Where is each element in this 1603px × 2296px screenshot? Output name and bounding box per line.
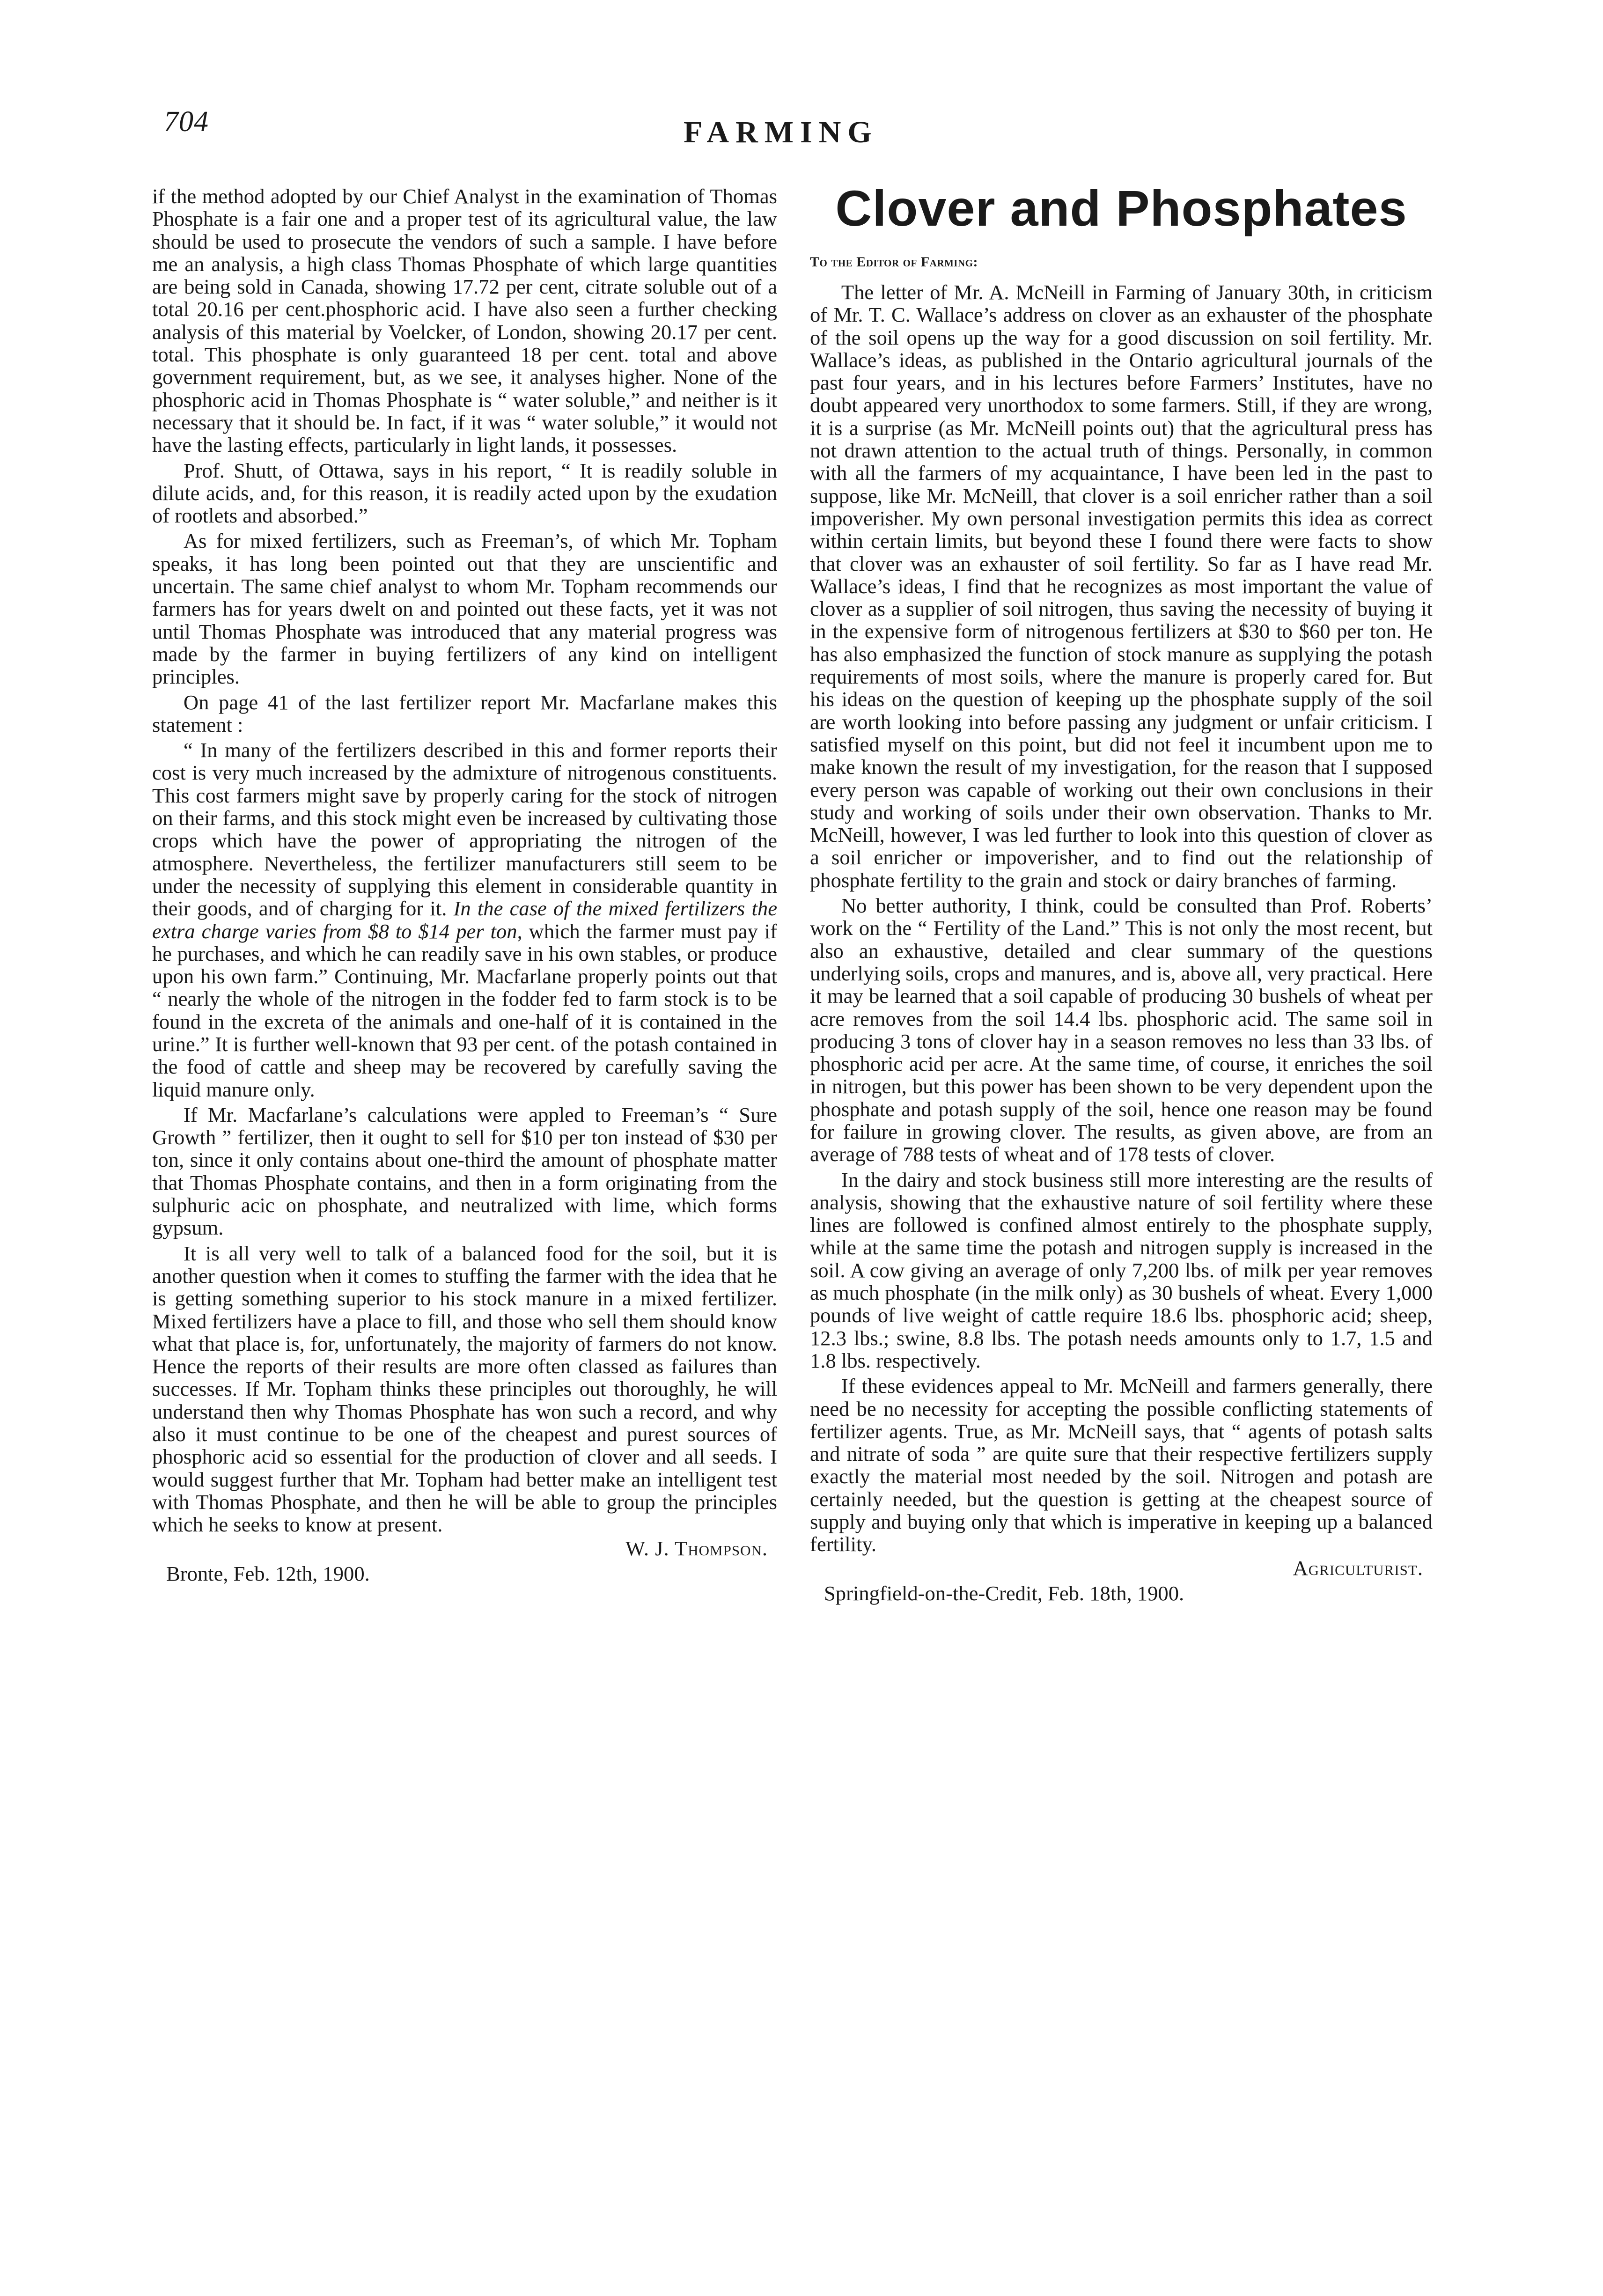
dateline: Bronte, Feb. 12th, 1900. bbox=[166, 1561, 370, 1585]
dateline: Springfield-on-the-Credit, Feb. 18th, 1900. bbox=[824, 1581, 1184, 1605]
signature: Agriculturist. bbox=[1293, 1556, 1423, 1580]
quote-text-continued: which the farmer must pay if he purchases, and which he can readily save in his own stables, or produce upon his own farm.” Continuing, Mr. Macfarlane properly points out that “ nearly the whole of the nitrogen in the fodder fed to farm stock is to be found in the excreta of the animals and one-half of it is contained in the urine.” It is further well-known that 93 per cent. of the potash contained in the food of cattle and sheep may be recovered by carefully saving the liquid manure only. bbox=[152, 919, 777, 1101]
quote-text: “ In many of the fertilizers described in this and former reports their cost is very much increased by the admixture of nitrogenous constituents. This cost farmers might save by properly caring for the stock of nitrogen on their farms, and this stock might even be increased by cultivating those crops which have the power of appropriating the nitrogen of the atmosphere. Nevertheless, the fertilizer manufacturers still seem to be under the necessity of supplying this element in considerable quantity in their goods, and of charging for it. bbox=[152, 738, 777, 920]
paragraph: If Mr. Macfarlane’s calculations were appled to Freeman’s “ Sure Growth ” fertilizer, then it ought to sell for $10 per ton instead of $30 per ton, since it only contains about one-third the amount of phosphate matter that Thomas Phosphate contains, and then in a form originating from the sulphuric acic on phosphate, and neutralized with lime, which forms gypsum. bbox=[152, 1103, 777, 1240]
paragraph: if the method adopted by our Chief Analyst in the examination of Thomas Phosphate is a fair one and a proper test of its agricultural value, the law should be used to prosecute the vendors of such a sample. I have before me an analysis, a high class Thomas Phosphate of which large quantities are being sold in Canada, showing 17.72 per cent, citrate soluble out of a total 20.16 per cent.phosphoric acid. I have also seen a further checking analysis of this material by Voelcker, of London, showing 20.17 per cent. total. This phosphate is only guaranteed 18 per cent. total and above government requirement, but, as we see, it analyses higher. None of the phosphoric acid in Thomas Phosphate is “ water soluble,” and neither is it necessary that it should be. In fact, if it was “ water soluble,” it would not have the lasting effects, particularly in light lands, it possesses. bbox=[152, 184, 777, 457]
page-number: 704 bbox=[164, 106, 209, 138]
paragraph: The letter of Mr. A. McNeill in Farming of January 30th, in criticism of Mr. T. C. Wallace’s address on clover as an exhauster of the phosphate of the soil opens up the way for a good discussion on soil fertility. Mr. Wallace’s ideas, as published in the Ontario agricultural journals of the past four years, and in his lectures before Farmers’ Institutes, have no doubt appeared very unorthodox to some farmers. Still, if they are wrong, it is a surprise (as Mr. McNeill points out) that the agricultural press has not drawn attention to the actual truth of things. Personally, in common with all the farmers of my acquaintance, I have been led in the past to suppose, like Mr. McNeill, that clover is a soil enricher rather than a soil impoverisher. My own personal investigation permits this idea as correct within certain limits, but beyond these I found there were facts to show that clover was an exhauster of soil fertility. So far as I have read Mr. Wallace’s ideas, I find that he recognizes as most important the value of clover as a supplier of soil nitrogen, thus saving the necessity of buying it in the expensive form of nitrogenous fertilizers at $30 to $60 per ton. He has also emphasized the function of stock manure as supplying the potash requirements of most soils, where the manure is properly cared for. But his ideas on the question of keeping up the phosphate supply of the soil are worth looking into before passing any judgment or unfair criticism. I satisfied myself on this point, but did not feel it incumbent upon me to make known the result of my investigation, for the reason that I supposed every person was capable of working out their own conclusions in their study and working of soils under their own observation. Thanks to Mr. McNeill, however, I was led further to look into this question of clover as a soil enricher or impoverisher, and to find out the relationship of phosphate fertility to the grain and stock or dairy branches of farming. bbox=[810, 280, 1433, 892]
left-column bbox=[152, 185, 777, 1585]
paragraph: Prof. Shutt, of Ottawa, says in his report, “ It is readily soluble in dilute acids, and, for this reason, it is readily acted upon by the exudation of rootlets and absorbed.” bbox=[152, 458, 777, 528]
paragraph: No better authority, I think, could be consulted than Prof. Roberts’ work on the “ Fertility of the Land.” This is not only the most recent, but also an exhaustive, detailed and clear summary of the questions underlying soils, crops and manures, and is, above all, very practical. Here it may be learned that a soil capable of producing 30 bushels of wheat per acre removes from the soil 14.4 lbs. phosphoric acid. The same soil in producing 3 tons of clover hay in a season removes no less than 33 lbs. of phosphoric acid per acre. At the same time, of course, it enriches the soil in nitrogen, but this power has been shown to be very dependent upon the phosphate and potash supply of the soil, hence one reason may be found for failure in growing clover. The results, as given above, are from an average of 788 tests of wheat and of 178 tests of clover. bbox=[810, 894, 1433, 1166]
paragraph: In the dairy and stock business still more interesting are the results of analysis, showing that the exhaustive nature of soil fertility where these lines are followed is confined almost entirely to the phosphate supply, while at the same time the potash and nitrogen supply is increased in the soil. A cow giving an average of only 7,200 lbs. of milk per year removes as much phosphate (in the milk only) as 30 bushels of wheat. Every 1,000 pounds of live weight of cattle require 18.6 lbs. phosphoric acid; sheep, 12.3 lbs.; swine, 8.8 lbs. The potash needs amounts only to 1.7, 1.5 and 1.8 lbs. respectively. bbox=[810, 1168, 1433, 1372]
right-column bbox=[810, 281, 1433, 1604]
paragraph: As for mixed fertilizers, such as Freeman’s, of which Mr. Topham speaks, it has long been pointed out that they are unscientific and uncertain. The same chief analyst to whom Mr. Topham recommends our farmers has for years dwelt on and pointed out these facts, yet it was not until Thomas Phosphate was introduced that any material progress was made by the farmer in buying fertilizers of any kind on intelligent principles. bbox=[152, 529, 777, 689]
signature: W. J. Thompson. bbox=[625, 1536, 768, 1560]
article-title: Clover and Phosphates bbox=[835, 180, 1407, 236]
paragraph: On page 41 of the last fertilizer report Mr. Macfarlane makes this statement : bbox=[152, 690, 777, 736]
quoted-paragraph bbox=[152, 739, 777, 1101]
quote-italic-text: In the case of the mixed fertilizers the extra charge varies from $8 to $14 per ton, bbox=[152, 897, 777, 943]
salutation: To the Editor of Farming: bbox=[810, 254, 978, 270]
paragraph: It is all very well to talk of a balanced food for the soil, but it is another question when it comes to stuffing the farmer with the idea that he is getting something superior to his stock manure in a mixed fertilizer. Mixed fertilizers have a place to fill, and those who sell them should know what that place is, for, unfortunately, the majority of farmers do not know. Hence the reports of their results are more often classed as failures than successes. If Mr. Topham thinks these principles out thoroughly, he will understand then why Thomas Phosphate has won such a record, and why also it must continue to be one of the cheapest and purest sources of phosphoric acid so essential for the production of clover and all seeds. I would suggest further that Mr. Topham had better make an intelligent test with Thomas Phosphate, and then he will be able to group the principles which he seeks to know at present. bbox=[152, 1241, 777, 1537]
running-head: FARMING bbox=[684, 115, 878, 149]
paragraph: If these evidences appeal to Mr. McNeill and farmers generally, there need be no necessity for accepting the possible conflicting statements of fertilizer agents. True, as Mr. McNeill says, that “ agents of potash salts and nitrate of soda ” are quite sure that their respective fertilizers supply exactly the material most needed by the soil. Nitrogen and potash are certainly needed, but the question is getting at the cheapest source of supply and buying only that which is imperative in keeping up a balanced fertility. bbox=[810, 1374, 1433, 1556]
